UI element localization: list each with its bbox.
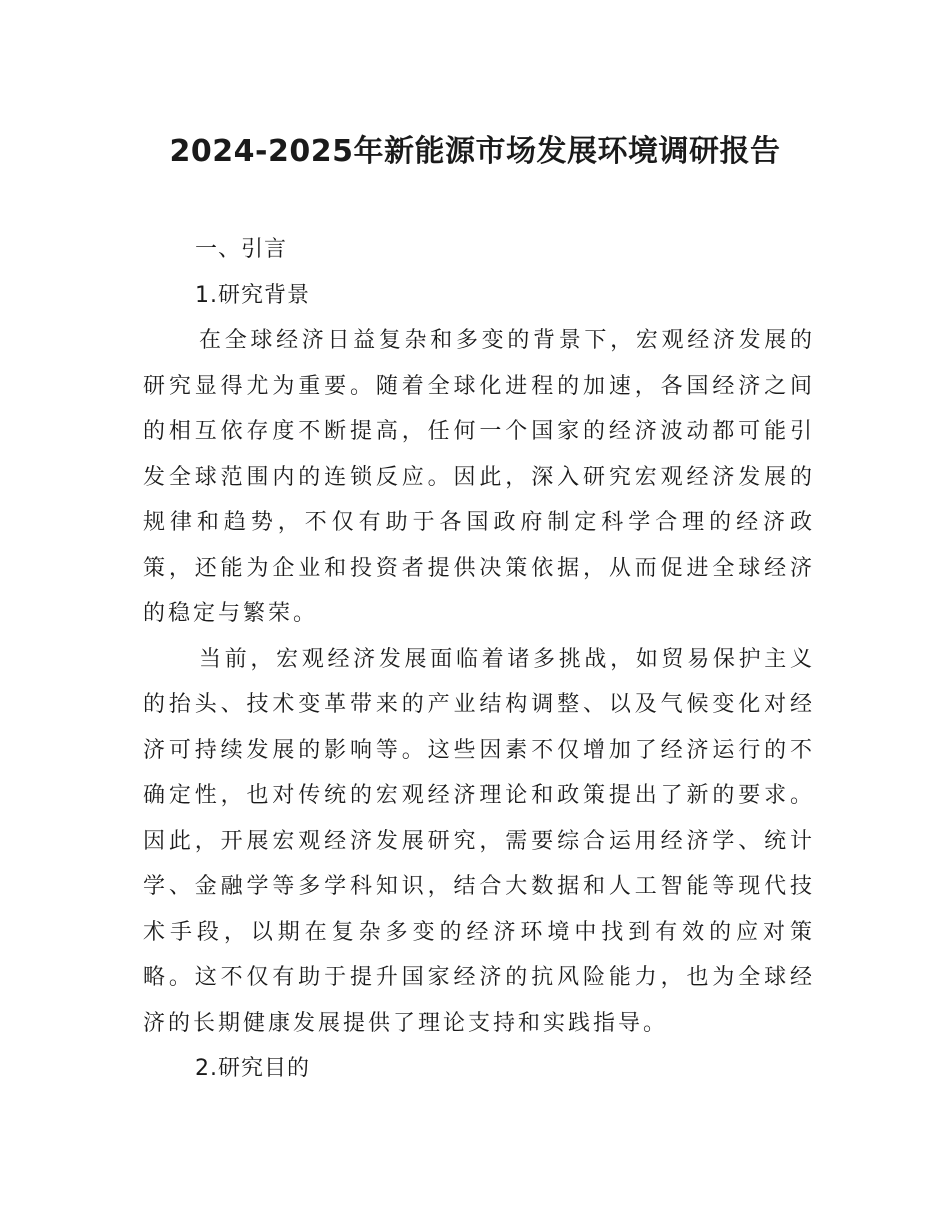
subsection-heading-background: 1.研究背景 [195,282,310,308]
subsection-heading-purpose: 2.研究目的 [195,1056,310,1081]
page-title: 2024-2025年新能源市场发展环境调研报告 [169,134,781,170]
paragraph: 当前，宏观经济发展面临着诸多挑战，如贸易保护主义的抬头、技术变革带来的产业结构调整、以及气候变化对经济可持续发展的影响等。这些因素不仅增加了经济运行的不确定性，也对传统的宏观经济理论和政策提出了新的要求。因此，开展宏观经济发展研究，需要综合运用经济学、统计学、金融学等多学科知识，结合大数据和人工智能等现代技术手段，以期在复杂多变的经济环境中找到有效的应对策略。这不仅有助于提升国家经济的抗风险能力，也为全球经济的长期健康发展提供了理论支持和实践指导。 [143,646,815,1036]
document-body [143,227,815,1092]
paragraph: 在全球经济日益复杂和多变的背景下，宏观经济发展的研究显得尤为重要。随着全球化进程的加速，各国经济之间的相互依存度不断提高，任何一个国家的经济波动都可能引发全球范围内的连锁反应。因此，深入研究宏观经济发展的规律和趋势，不仅有助于各国政府制定科学合理的经济政策，还能为企业和投资者提供决策依据，从而促进全球经济的稳定与繁荣。 [143,328,815,626]
section-heading: 一、引言 [195,237,288,262]
